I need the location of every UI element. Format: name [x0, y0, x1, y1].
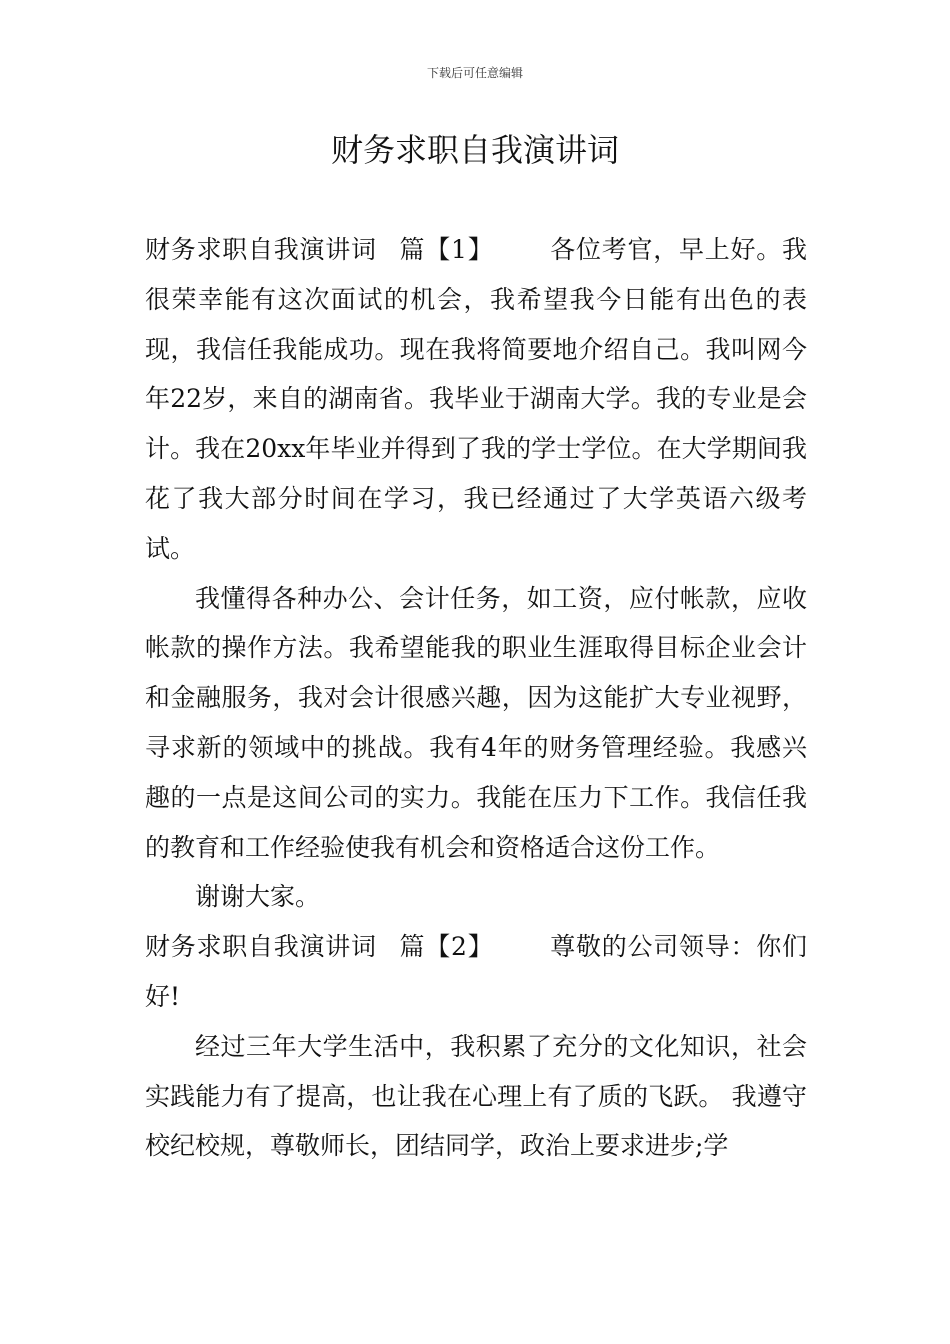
- document-body: [145, 225, 807, 1171]
- body-paragraph-2: 我懂得各种办公、会计任务，如工资，应付帐款，应收帐款的操作方法。我希望能我的职业生涯取得目标企业会计和金融服务，我对会计很感兴趣，因为这能扩大专业视野，寻求新的领域中的挑战。我有4年的财务管理经验。我感兴趣的一点是这间公司的实力。我能在压力下工作。我信任我的教育和工作经验使我有机会和资格适合这份工作。: [145, 583, 807, 862]
- section-1-label: 篇【1】: [398, 235, 494, 264]
- body-paragraph-4: 经过三年大学生活中，我积累了充分的文化知识，社会实践能力有了提高，也让我在心理上有了质的飞跃。 我遵守校纪校规，尊敬师长，团结同学，政治上要求进步;学: [145, 1031, 807, 1161]
- section-2-heading: 财务求职自我演讲词: [145, 932, 377, 962]
- section-2-label: 篇【2】: [398, 932, 494, 962]
- section-2-greeting: 尊敬的公司领导：你们好!: [145, 932, 807, 1011]
- section-1-paragraph: [145, 225, 807, 574]
- document-title: 财务求职自我演讲词: [330, 131, 619, 169]
- section-1-heading: 财务求职自我演讲词: [145, 235, 377, 264]
- page-header-note: 下载后可任意编辑: [426, 66, 523, 80]
- section-1-text: 我很荣幸能有这次面试的机会，我希望我今日能有出色的表现，我信任我能成功。现在我将简要地介绍自己。我叫网今年22岁，来自的湖南省。我毕业于湖南大学。我的专业是会计。我在20xx年毕业并得到了我的学士学位。在大学期间我花了我大部分时间在学习，我已经通过了大学英语六级考试。: [145, 235, 807, 563]
- section-1-greeting: 各位考官，早上好。: [549, 235, 782, 264]
- section-2-paragraph: [145, 922, 807, 1022]
- body-paragraph-3: 谢谢大家。: [195, 882, 321, 912]
